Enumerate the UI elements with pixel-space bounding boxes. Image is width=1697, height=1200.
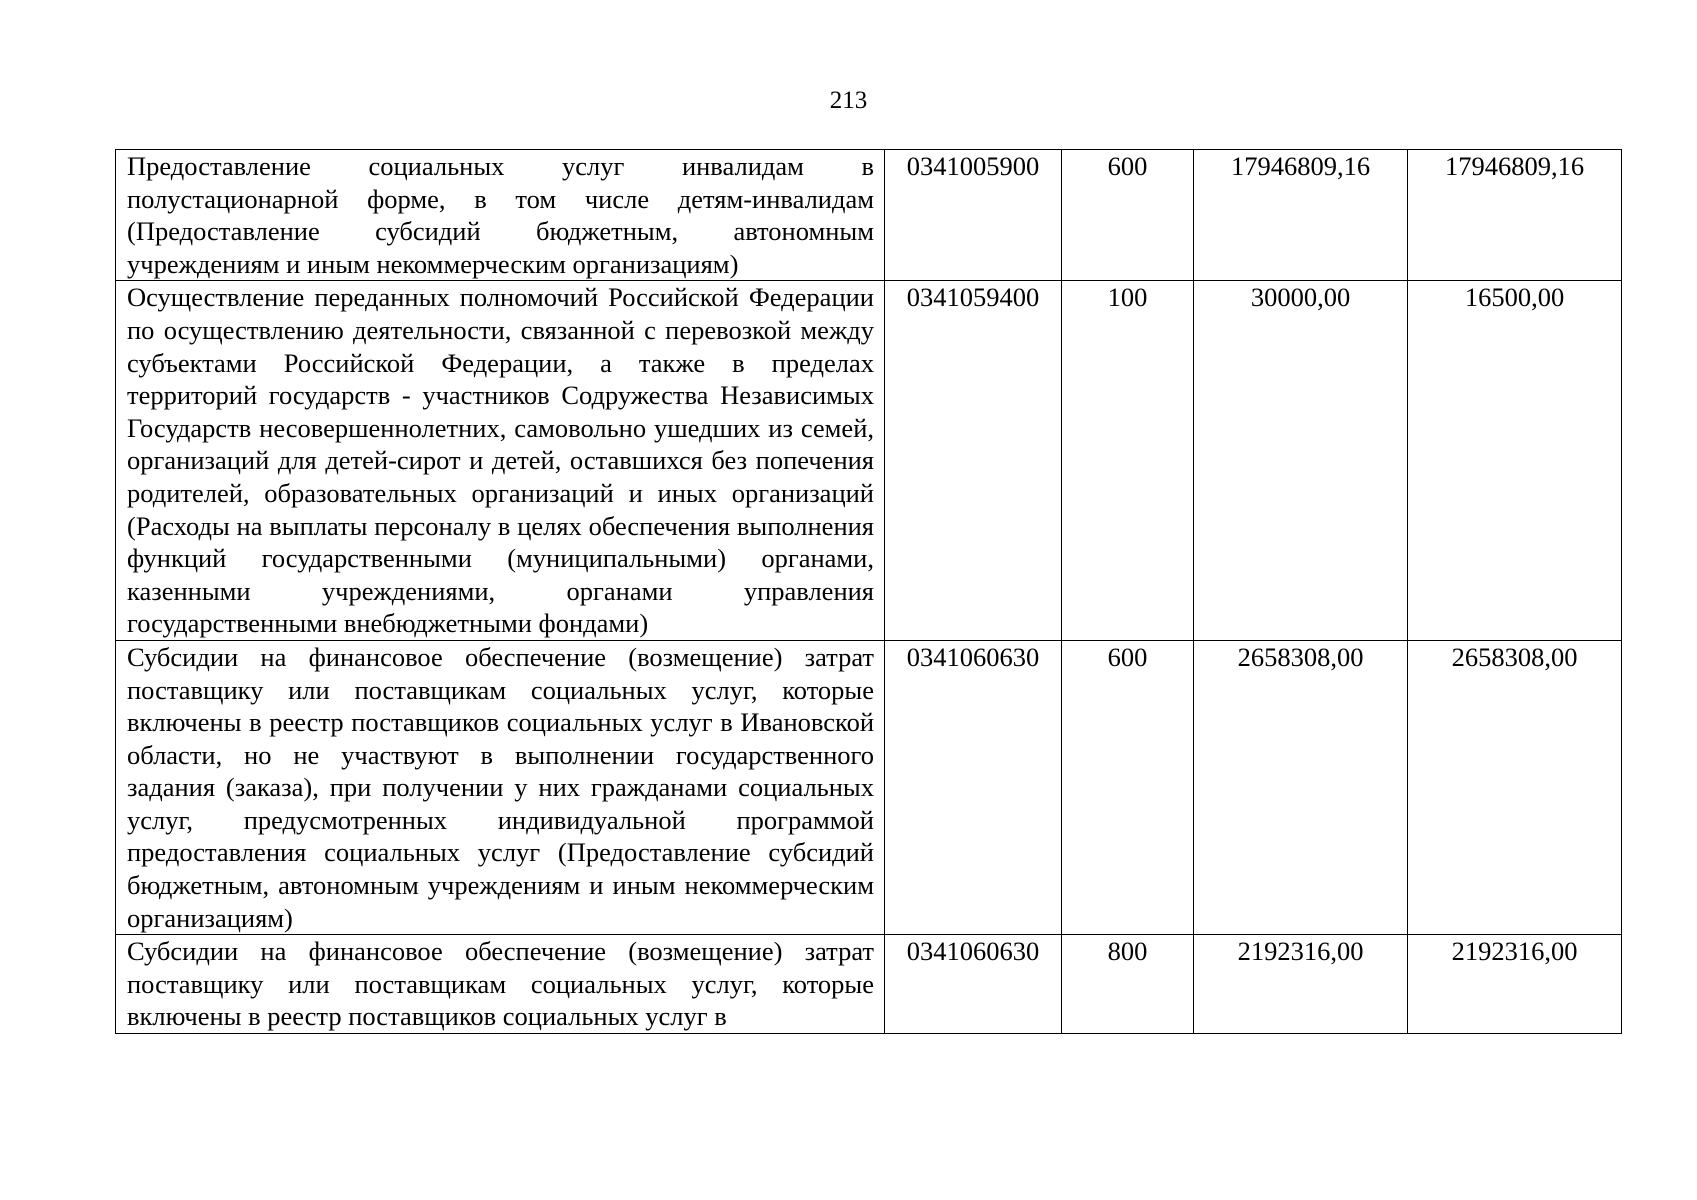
row-target-code: 0341059400 — [885, 281, 1062, 641]
row-amount-1: 2192316,00 — [1194, 935, 1408, 1034]
row-description: Субсидии на финансовое обеспечение (возмещение) затрат поставщику или поставщикам социальных услуг, которые включены в реестр поставщиков социальных услуг в — [116, 935, 885, 1034]
table-row — [116, 150, 1622, 281]
row-amount-2: 2658308,00 — [1408, 640, 1622, 934]
page-number: 213 — [829, 87, 868, 114]
row-target-code: 0341060630 — [885, 640, 1062, 934]
row-description: Субсидии на финансовое обеспечение (возмещение) затрат поставщику или поставщикам социальных услуг, которые включены в реестр поставщиков социальных услуг в Ивановской области, но не участвуют в выполнении государственного задания (заказа), при получении у них гражданами социальных услуг, предусмотренных индивидуальной программой предоставления социальных услуг (Предоставление субсидий бюджетным, автономным учреждениям и иным некоммерческим организациям) — [116, 640, 885, 934]
row-expense-type: 600 — [1062, 640, 1194, 934]
row-amount-1: 2658308,00 — [1194, 640, 1408, 934]
row-amount-2: 2192316,00 — [1408, 935, 1622, 1034]
row-description: Осуществление переданных полномочий Российской Федерации по осуществлению деятельности, связанной с перевозкой между субъектами Российской Федерации, а также в пределах территорий государств - участников Содружества Независимых Государств несовершеннолетних, самовольно ушедших из семей, организаций для детей-сирот и детей, оставшихся без попечения родителей, образовательных организаций и иных организаций (Расходы на выплаты персоналу в целях обеспечения выполнения функций государственными (муниципальными) органами, казенными учреждениями, органами управления государственными внебюджетными фондами) — [116, 281, 885, 641]
budget-table — [115, 149, 1622, 1034]
row-amount-2: 17946809,16 — [1408, 150, 1622, 281]
row-description: Предоставление социальных услуг инвалидам в полустационарной форме, в том числе детям-инвалидам (Предоставление субсидий бюджетным, автономным учреждениям и иным некоммерческим организациям) — [116, 150, 885, 281]
row-amount-2: 16500,00 — [1408, 281, 1622, 641]
table-row — [116, 281, 1622, 641]
row-expense-type: 100 — [1062, 281, 1194, 641]
row-target-code: 0341060630 — [885, 935, 1062, 1034]
row-amount-1: 30000,00 — [1194, 281, 1408, 641]
row-expense-type: 800 — [1062, 935, 1194, 1034]
row-target-code: 0341005900 — [885, 150, 1062, 281]
table-row — [116, 640, 1622, 934]
row-expense-type: 600 — [1062, 150, 1194, 281]
row-amount-1: 17946809,16 — [1194, 150, 1408, 281]
table-row — [116, 935, 1622, 1034]
